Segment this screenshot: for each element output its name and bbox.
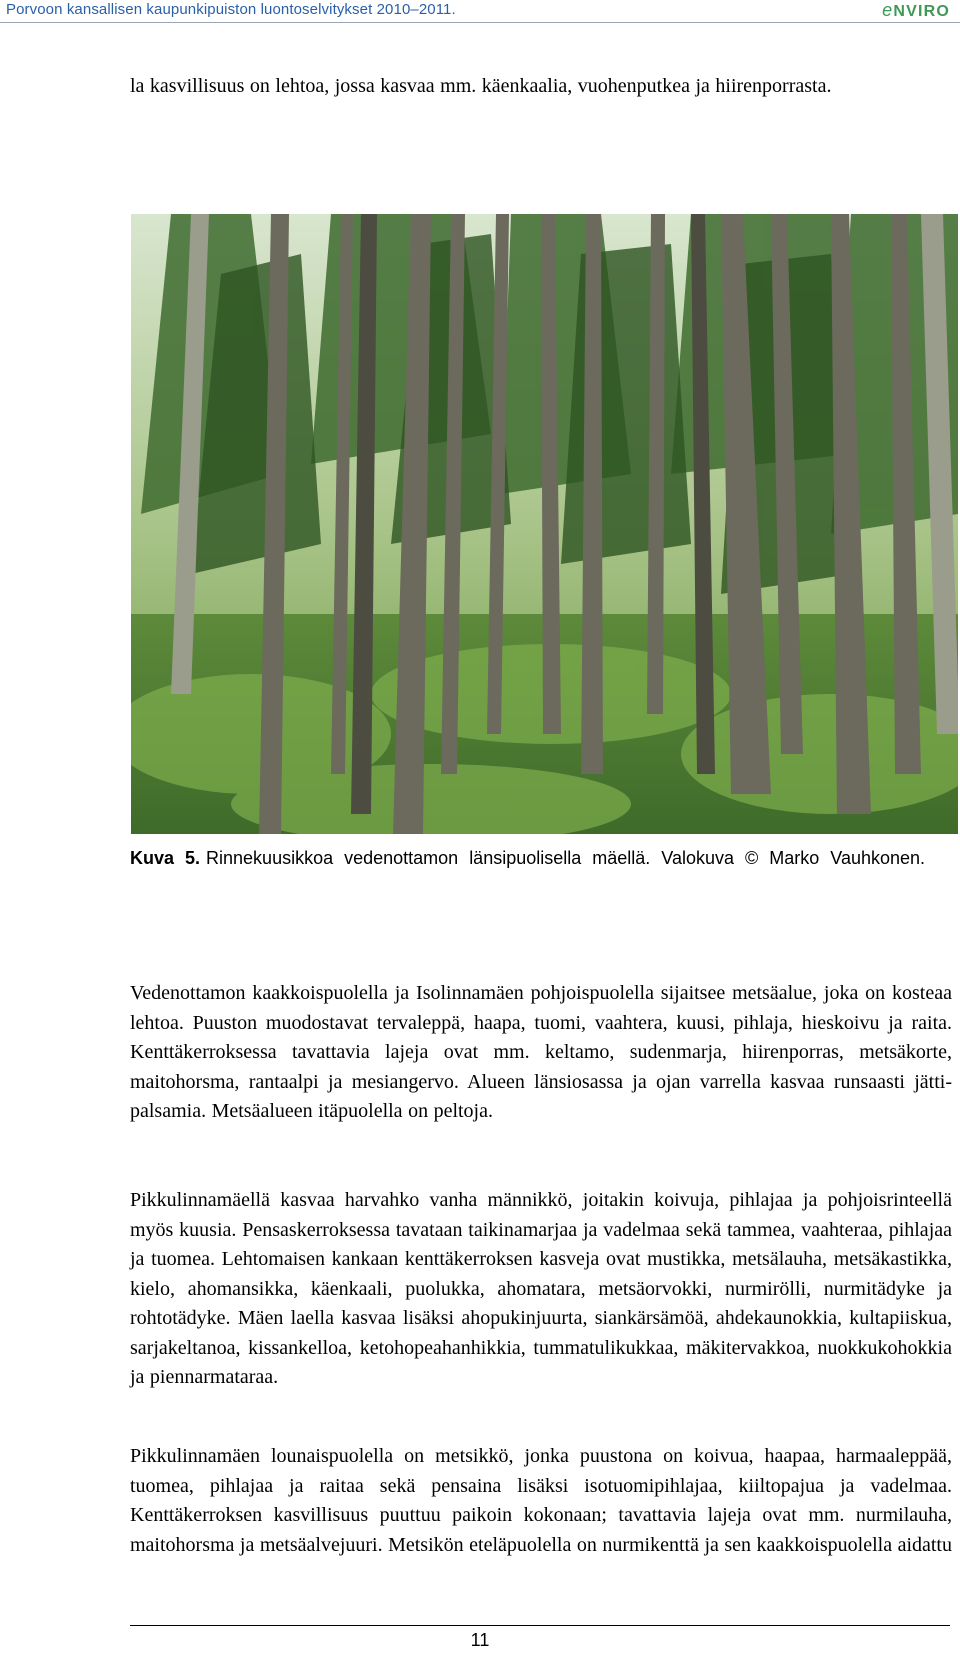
page-number: 11 (470, 1630, 490, 1650)
caption-text: Rinnekuusikkoa vedenottamon länsipuolisella mäellä. Valokuva © Marko Vauhkonen. (206, 848, 926, 868)
intro-paragraph: la kasvillisuus on lehtoa, jossa kasvaa mm. käenkaalia, vuohenputkea ja hiirenporrasta. (130, 75, 832, 97)
header-title: Porvoon kansallisen kaupunkipuiston luontoselvitykset 2010–2011. (6, 1, 456, 18)
header-divider (0, 22, 960, 23)
logo-letters-rest: NVIRO (893, 3, 950, 20)
page-header (0, 0, 960, 22)
paragraph: Vedenottamon kaakkoispuolella ja Isolinnamäen pohjoispuolella sijaitsee metsäalue, joka on kosteaa lehtoa. Puuston muodostavat tervaleppä, haapa, tuomi, vaahtera, kuusi, pihlaja, hieskoivu ja raita. Kenttäkerroksessa tavattavia lajeja ovat mm. keltamo, sudenmarja, hiirenporras, metsäkorte, maitohorsma, rantaalpi ja mesiangervo. Alueen länsiosassa ja ojan varrella kasvaa runsaasti jättipalsamia. Metsäalueen itäpuolella on peltoja. (130, 982, 952, 1122)
forest-photo (131, 214, 958, 834)
caption-label: Kuva 5. (130, 848, 201, 868)
logo-letter-e: e (882, 0, 894, 20)
paragraph: Pikkulinnamäen lounaispuolella on metsikkö, jonka puustona on koivua, haapaa, harmaaleppää, tuomea, pihlajaa ja raitaa sekä pensaina lisäksi isotuomipihlajaa, kiiltopajua ja vadelmaa. Kenttäkerroksen kasvillisuus puuttuu paikoin kokonaan; tavattavia lajeja ovat mm. nurmilauha, maitohorsma ja metsäalvejuuri. Metsikön eteläpuolella on nurmikenttä ja sen kaakkoispuolella aidattu (130, 1445, 952, 1556)
footer-divider (130, 1625, 950, 1626)
photo-caption (130, 846, 950, 871)
enviro-logo (882, 0, 950, 21)
paragraph: Pikkulinnamäellä kasvaa harvahko vanha männikkö, joitakin koivuja, pihlajaa ja pohjoisrinteellä myös kuusia. Pensaskerroksessa tavataan taikinamarjaa ja vadelmaa sekä tammea, vaahteraa, pihlajaa ja tuomea. Lehtomaisen kankaan kenttäkerroksen kasveja ovat mustikka, metsälauha, metsäkastikka, kielo, ahomansikka, käenkaali, puolukka, ahomatara, metsäorvokki, nurmirölli, nurmitädyke ja rohtotädyke. Mäen laella kasvaa lisäksi ahopukinjuurta, siankärsämöä, ahdekaunokkia, kultapiiskua, sarjakeltanoa, kissankelloa, ketohopeahanhikkia, tummatulikukkaa, mäkitervakkoa, nuokkukohokkia ja piennarmataraa. (130, 1189, 952, 1388)
